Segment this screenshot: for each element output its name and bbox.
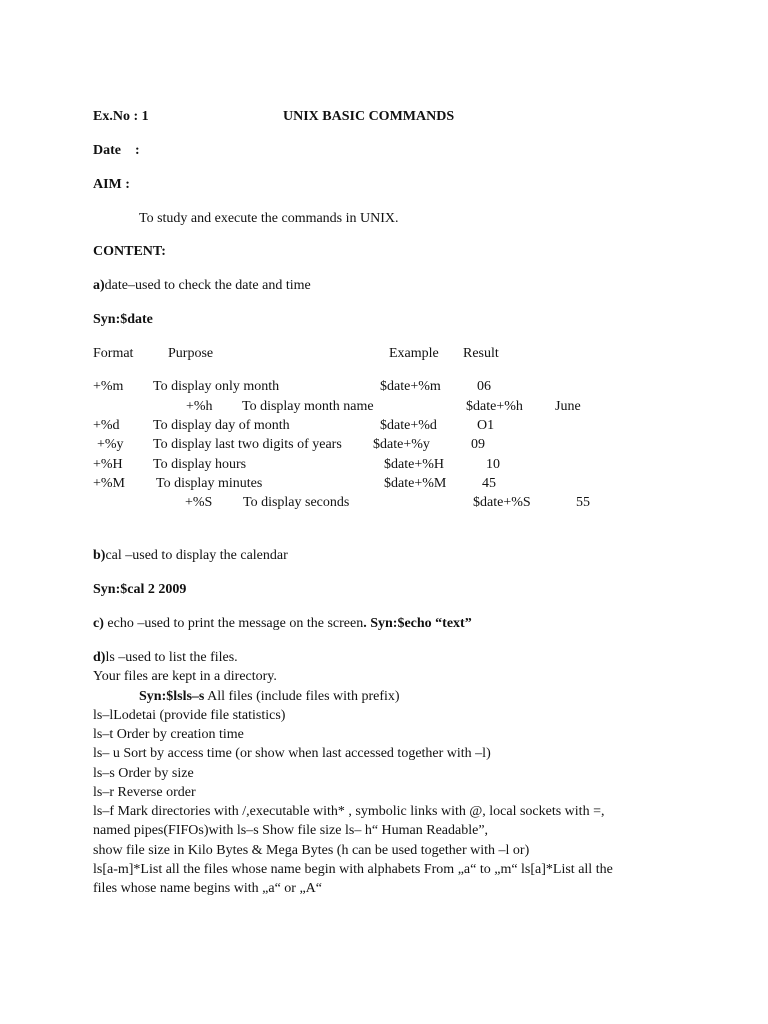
section-d-letter: d)	[93, 650, 106, 665]
row-example: $date+%H	[384, 457, 444, 472]
section-b-text: cal –used to display the calendar	[105, 548, 288, 563]
section-b-heading	[93, 547, 288, 564]
row-example: $date+%S	[473, 495, 531, 510]
section-d-text: ls –used to list the files.	[105, 650, 238, 665]
header-purpose: Purpose	[168, 346, 214, 361]
section-d-syntax: Syn:$lsls–s	[139, 689, 205, 704]
row-result: 09	[471, 437, 485, 452]
row-format: +%h	[186, 399, 213, 414]
section-b-syntax: Syn:$cal 2 2009	[93, 582, 187, 597]
row-format: +%y	[97, 437, 124, 452]
row-result: 45	[482, 476, 496, 491]
ls-option-line: ls–s Order by size	[93, 766, 194, 781]
ls-option-line: ls–r Reverse order	[93, 785, 196, 800]
row-example: $date+%d	[380, 418, 437, 433]
row-example: $date+%M	[384, 476, 447, 491]
section-c-text: echo –used to print the message on the screen	[103, 616, 364, 631]
aim-label: AIM :	[93, 177, 130, 192]
section-b-letter: b)	[93, 548, 106, 563]
section-d-line: Your files are kept in a directory.	[93, 669, 277, 684]
section-d-syntax-desc: All files (include files with prefix)	[204, 689, 400, 704]
section-a-syntax: Syn:$date	[93, 312, 153, 327]
exercise-number: Ex.No : 1	[93, 109, 149, 124]
ls-option-line: named pipes(FIFOs)with ls–s Show file size ls– h“ Human Readable”,	[93, 823, 489, 838]
aim-text: To study and execute the commands in UNIX.	[139, 211, 399, 226]
row-purpose: To display minutes	[156, 476, 263, 491]
row-example: $date+%y	[373, 437, 430, 452]
section-a-letter: a)	[93, 278, 105, 293]
ls-option-line: ls–f Mark directories with /,executable with* , symbolic links with @, local sockets with =,	[93, 804, 605, 819]
section-c-syntax: . Syn:$echo “text”	[363, 616, 472, 631]
section-c-heading	[93, 615, 472, 632]
ls-option-line: ls–t Order by creation time	[93, 727, 244, 742]
row-format: +%d	[93, 418, 120, 433]
section-d-heading	[93, 649, 238, 666]
ls-option-line: ls[a-m]*List all the files whose name begin with alphabets From „a“ to „m“ ls[a]*List all the	[93, 862, 613, 877]
section-d-syntax-line	[139, 688, 400, 705]
header-result: Result	[463, 346, 499, 361]
content-label: CONTENT:	[93, 244, 166, 259]
row-result: June	[555, 399, 581, 414]
ls-option-line: show file size in Kilo Bytes & Mega Bytes (h can be used together with –l or)	[93, 843, 530, 858]
row-result: O1	[477, 418, 495, 433]
row-purpose: To display day of month	[153, 418, 290, 433]
row-format: +%H	[93, 457, 123, 472]
page-title: UNIX BASIC COMMANDS	[283, 109, 455, 124]
date-label: Date :	[93, 143, 140, 158]
header-format: Format	[93, 346, 134, 361]
row-purpose: To display only month	[153, 379, 280, 394]
row-result: 10	[486, 457, 500, 472]
row-example: $date+%h	[466, 399, 523, 414]
ls-option-line: ls– u Sort by access time (or show when last accessed together with –l)	[93, 746, 491, 761]
row-format: +%m	[93, 379, 124, 394]
ls-option-line: files whose name begins with „a“ or „A“	[93, 881, 322, 896]
row-format: +%S	[185, 495, 213, 510]
section-a-text: date–used to check the date and time	[104, 278, 311, 293]
row-format: +%M	[93, 476, 126, 491]
section-c-letter: c)	[93, 616, 104, 631]
ls-option-line: ls–lLodetai (provide file statistics)	[93, 708, 286, 723]
row-result: 55	[576, 495, 590, 510]
row-purpose: To display hours	[153, 457, 247, 472]
header-example: Example	[389, 346, 439, 361]
row-purpose: To display month name	[242, 399, 374, 414]
row-result: 06	[477, 379, 491, 394]
row-purpose: To display seconds	[243, 495, 350, 510]
row-purpose: To display last two digits of years	[153, 437, 342, 452]
section-a-heading	[93, 277, 311, 294]
row-example: $date+%m	[380, 379, 441, 394]
